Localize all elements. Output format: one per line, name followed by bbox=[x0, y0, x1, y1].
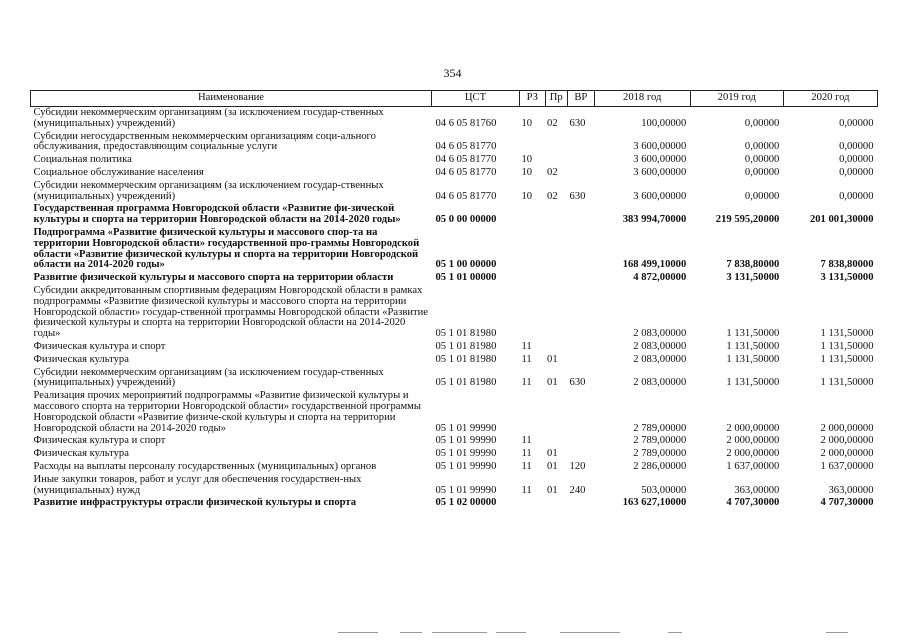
cell-cst: 05 0 00 00000 bbox=[435, 214, 497, 226]
cell-pr bbox=[545, 203, 568, 227]
cell-y2020: 0,00000 bbox=[839, 154, 874, 166]
cell-y2019: 4 707,30000 bbox=[726, 497, 780, 509]
cell-y2019: 7 838,80000 bbox=[726, 259, 780, 271]
table-row bbox=[31, 435, 878, 448]
table-row bbox=[31, 203, 878, 227]
cell-y2018: 2 789,00000 bbox=[633, 435, 687, 447]
cell-rz bbox=[519, 272, 545, 285]
cell-name: Физическая культура и спорт bbox=[33, 435, 166, 447]
cell-vr: 240 bbox=[569, 484, 586, 496]
cell-rz: 10 bbox=[521, 154, 533, 166]
table-row bbox=[31, 272, 878, 285]
cell-y2020: 0,00000 bbox=[839, 166, 874, 178]
cell-cst: 04 6 05 81770 bbox=[435, 154, 497, 166]
cell-rz: 11 bbox=[521, 484, 532, 496]
cell-cst: 05 1 01 81980 bbox=[435, 377, 497, 389]
cell-cst: 05 1 01 00000 bbox=[435, 272, 497, 284]
cell-rz: 11 bbox=[521, 340, 532, 352]
table-row bbox=[31, 390, 878, 435]
cell-y2018: 168 499,10000 bbox=[622, 259, 687, 271]
cell-y2018: 3 600,00000 bbox=[633, 166, 687, 178]
cell-name: Развитие физической культуры и массового спорта на территории области bbox=[33, 272, 394, 284]
table-row bbox=[31, 341, 878, 354]
cell-name: Физическая культура и спорт bbox=[33, 340, 166, 352]
header-vr: ВР bbox=[568, 91, 595, 107]
cell-y2020: 1 131,50000 bbox=[820, 340, 874, 352]
cell-y2019: 2 000,00000 bbox=[726, 422, 780, 434]
cell-cst: 05 1 01 99990 bbox=[435, 484, 497, 496]
cell-cst: 05 1 01 99990 bbox=[435, 422, 497, 434]
cell-name: Субсидии некоммерческим организациям (за исключением государ-ственных (муниципальных) учреждений) bbox=[33, 179, 384, 202]
cell-vr bbox=[568, 203, 595, 227]
cell-vr bbox=[568, 154, 595, 167]
cell-cst: 05 1 01 81980 bbox=[435, 328, 497, 340]
cell-y2019: 0,00000 bbox=[744, 117, 780, 129]
cell-y2019: 1 131,50000 bbox=[726, 340, 780, 352]
cell-name: Социальная политика bbox=[33, 154, 132, 166]
cell-y2018: 2 286,00000 bbox=[633, 460, 687, 472]
cell-rz: 10 bbox=[521, 166, 533, 178]
cell-cst: 04 6 05 81760 bbox=[435, 117, 497, 129]
cell-cst: 04 6 05 81770 bbox=[435, 141, 497, 153]
cell-vr bbox=[568, 341, 595, 354]
bottom-scan-edge bbox=[0, 628, 905, 636]
cell-name: Субсидии негосударственным некоммерческим организациям соци-ального обслуживания, предоставляющим социальные услуги bbox=[33, 130, 376, 153]
cell-name: Иные закупки товаров, работ и услуг для обеспечения государствен-ных (муниципальных) нужд bbox=[33, 473, 362, 496]
cell-y2018: 4 872,00000 bbox=[633, 272, 687, 284]
table-row bbox=[31, 448, 878, 461]
cell-pr: 01 bbox=[547, 484, 558, 496]
cell-pr bbox=[545, 435, 568, 448]
cell-vr: 630 bbox=[569, 377, 586, 389]
cell-name: Реализация прочих мероприятий подпрограммы «Развитие физической культуры и массового спорта на территории Новгородской области» государственной программы Новгородской области «Развитие физиче-ской культуры и спорта на территории Новгородской области на 2014-2020 годы» bbox=[33, 390, 421, 434]
cell-y2019: 1 637,00000 bbox=[726, 460, 780, 472]
budget-table bbox=[30, 90, 878, 510]
cell-vr bbox=[568, 227, 595, 272]
table-row bbox=[31, 167, 878, 180]
cell-pr bbox=[545, 341, 568, 354]
cell-y2020: 7 838,80000 bbox=[820, 259, 874, 271]
cell-rz bbox=[519, 285, 545, 341]
cell-y2020: 0,00000 bbox=[839, 117, 874, 129]
cell-y2018: 503,00000 bbox=[641, 484, 687, 496]
cell-y2018: 2 789,00000 bbox=[633, 422, 687, 434]
cell-y2019: 219 595,20000 bbox=[715, 214, 780, 226]
cell-y2020: 0,00000 bbox=[839, 141, 874, 153]
cell-cst: 05 1 01 99990 bbox=[435, 448, 497, 460]
cell-name: Подпрограмма «Развитие физической культуры и массового спор-та на территории Новгородской области» государственной про-граммы Новгородской области «Развитие физической культуры и спорта на территории Новгородской области на 2014-2020 годы» bbox=[33, 226, 420, 271]
cell-pr bbox=[545, 497, 568, 510]
table-row bbox=[31, 461, 878, 474]
cell-vr bbox=[568, 448, 595, 461]
cell-pr bbox=[545, 390, 568, 435]
table-row bbox=[31, 285, 878, 341]
page-number: 354 bbox=[443, 66, 462, 80]
cell-pr: 02 bbox=[547, 117, 558, 129]
header-2019: 2019 год bbox=[690, 91, 783, 107]
cell-vr: 630 bbox=[569, 117, 586, 129]
cell-cst: 05 1 02 00000 bbox=[435, 497, 497, 509]
cell-y2019: 2 000,00000 bbox=[726, 435, 780, 447]
table-row bbox=[31, 227, 878, 272]
cell-y2020: 2 000,00000 bbox=[820, 448, 874, 460]
cell-rz: 10 bbox=[521, 190, 533, 202]
cell-rz: 11 bbox=[521, 460, 532, 472]
cell-rz: 11 bbox=[521, 435, 532, 447]
cell-pr: 01 bbox=[547, 460, 558, 472]
cell-rz: 10 bbox=[521, 117, 533, 129]
cell-vr: 630 bbox=[569, 190, 586, 202]
header-2018: 2018 год bbox=[594, 91, 690, 107]
cell-y2020: 3 131,50000 bbox=[820, 272, 874, 284]
cell-name: Государственная программа Новгородской области «Развитие фи-зической культуры и спорта на территории Новгородской области на 2014-2020 годы» bbox=[33, 203, 401, 226]
cell-pr: 01 bbox=[547, 448, 558, 460]
cell-rz: 11 bbox=[521, 448, 532, 460]
cell-y2019: 1 131,50000 bbox=[726, 377, 780, 389]
cell-vr bbox=[568, 435, 595, 448]
cell-pr: 01 bbox=[547, 353, 558, 365]
cell-vr: 120 bbox=[569, 460, 586, 472]
cell-pr bbox=[545, 131, 568, 155]
cell-vr bbox=[568, 497, 595, 510]
cell-vr bbox=[568, 272, 595, 285]
cell-rz bbox=[519, 497, 545, 510]
cell-y2018: 2 083,00000 bbox=[633, 328, 687, 340]
cell-y2018: 383 994,70000 bbox=[622, 214, 687, 226]
cell-y2018: 2 789,00000 bbox=[633, 448, 687, 460]
header-rz: РЗ bbox=[519, 91, 545, 107]
cell-y2019: 0,00000 bbox=[744, 190, 780, 202]
cell-y2020: 363,00000 bbox=[828, 484, 874, 496]
cell-cst: 05 1 01 81980 bbox=[435, 340, 497, 352]
cell-vr bbox=[568, 354, 595, 367]
header-2020: 2020 год bbox=[783, 91, 877, 107]
cell-y2018: 100,00000 bbox=[641, 117, 687, 129]
cell-pr bbox=[545, 227, 568, 272]
table-row bbox=[31, 497, 878, 510]
cell-name: Развитие инфраструктуры отрасли физической культуры и спорта bbox=[33, 497, 357, 509]
cell-y2020: 4 707,30000 bbox=[820, 497, 874, 509]
cell-y2019: 363,00000 bbox=[734, 484, 780, 496]
cell-y2019: 0,00000 bbox=[744, 166, 780, 178]
table-row bbox=[31, 367, 878, 391]
cell-y2018: 2 083,00000 bbox=[633, 353, 687, 365]
cell-y2020: 1 131,50000 bbox=[820, 377, 874, 389]
cell-y2018: 3 600,00000 bbox=[633, 154, 687, 166]
table-row bbox=[31, 180, 878, 204]
cell-name: Субсидии аккредитованным спортивным федерациям Новгородской области в рамках подпрограммы «Развитие физической культуры и массового спорта на территории Новгородской области» государ-ственной программы Новгородской области «Развитие физической культуры и спорта на территории Новгородской области на 2014-2020 годы» bbox=[33, 284, 428, 340]
cell-y2018: 163 627,10000 bbox=[622, 497, 687, 509]
cell-y2018: 3 600,00000 bbox=[633, 190, 687, 202]
cell-y2020: 1 131,50000 bbox=[820, 328, 874, 340]
cell-cst: 05 1 01 99990 bbox=[435, 435, 497, 447]
cell-y2020: 2 000,00000 bbox=[820, 435, 874, 447]
table-row bbox=[31, 354, 878, 367]
cell-y2019: 2 000,00000 bbox=[726, 448, 780, 460]
cell-name: Расходы на выплаты персоналу государственных (муниципальных) органов bbox=[33, 460, 377, 472]
cell-vr bbox=[568, 131, 595, 155]
cell-vr bbox=[568, 167, 595, 180]
cell-rz bbox=[519, 227, 545, 272]
cell-pr bbox=[545, 272, 568, 285]
cell-cst: 04 6 05 81770 bbox=[435, 166, 497, 178]
cell-rz: 11 bbox=[521, 353, 532, 365]
cell-y2018: 3 600,00000 bbox=[633, 141, 687, 153]
cell-y2020: 201 001,30000 bbox=[809, 214, 874, 226]
cell-pr: 02 bbox=[547, 166, 558, 178]
table-row bbox=[31, 131, 878, 155]
cell-cst: 04 6 05 81770 bbox=[435, 190, 497, 202]
cell-name: Субсидии некоммерческим организациям (за исключением государ-ственных (муниципальных) учреждений) bbox=[33, 107, 384, 129]
cell-y2019: 0,00000 bbox=[744, 154, 780, 166]
cell-pr: 01 bbox=[547, 377, 558, 389]
cell-y2018: 2 083,00000 bbox=[633, 377, 687, 389]
cell-cst: 05 1 00 00000 bbox=[435, 259, 497, 271]
cell-y2020: 0,00000 bbox=[839, 190, 874, 202]
cell-y2020: 1 131,50000 bbox=[820, 353, 874, 365]
table-header-row bbox=[31, 91, 878, 107]
cell-name: Физическая культура bbox=[33, 448, 129, 460]
table-row bbox=[31, 107, 878, 131]
table-row bbox=[31, 474, 878, 498]
header-cst: ЦСТ bbox=[431, 91, 519, 107]
cell-pr bbox=[545, 285, 568, 341]
cell-cst: 05 1 01 99990 bbox=[435, 460, 497, 472]
cell-y2019: 3 131,50000 bbox=[726, 272, 780, 284]
cell-y2020: 2 000,00000 bbox=[820, 422, 874, 434]
cell-pr: 02 bbox=[547, 190, 558, 202]
cell-y2018: 2 083,00000 bbox=[633, 340, 687, 352]
cell-cst: 05 1 01 81980 bbox=[435, 353, 497, 365]
cell-name: Социальное обслуживание населения bbox=[33, 166, 204, 178]
cell-y2019: 1 131,50000 bbox=[726, 353, 780, 365]
cell-y2020: 1 637,00000 bbox=[820, 460, 874, 472]
cell-y2019: 0,00000 bbox=[744, 141, 780, 153]
cell-vr bbox=[568, 285, 595, 341]
cell-rz bbox=[519, 203, 545, 227]
header-pr: Пр bbox=[545, 91, 568, 107]
cell-vr bbox=[568, 390, 595, 435]
cell-y2019: 1 131,50000 bbox=[726, 328, 780, 340]
table-body bbox=[31, 107, 878, 511]
cell-rz: 11 bbox=[521, 377, 532, 389]
cell-name: Физическая культура bbox=[33, 353, 129, 365]
header-name: Наименование bbox=[31, 91, 432, 107]
cell-name: Субсидии некоммерческим организациям (за исключением государ-ственных (муниципальных) учреждений) bbox=[33, 366, 384, 389]
cell-pr bbox=[545, 154, 568, 167]
cell-rz bbox=[519, 390, 545, 435]
table-row bbox=[31, 154, 878, 167]
cell-rz bbox=[519, 131, 545, 155]
